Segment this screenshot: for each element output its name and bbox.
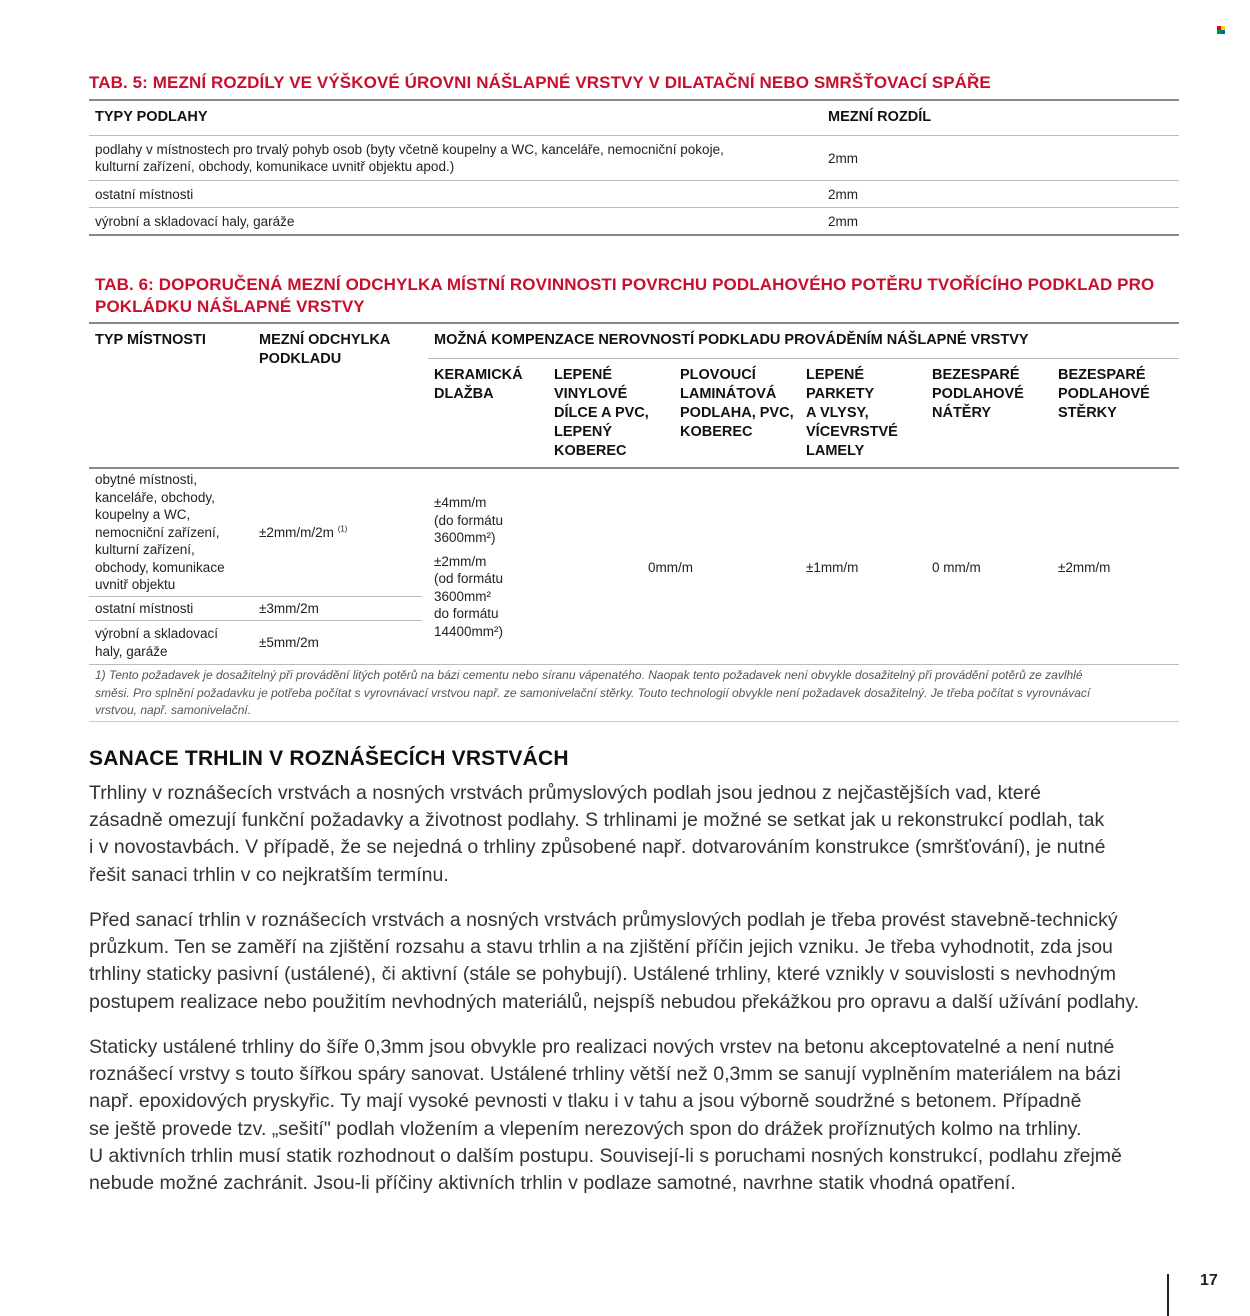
deviation-value: ±2mm/m/2m <box>259 525 334 540</box>
tab6-room-1 <box>95 471 225 594</box>
subheader-line: PODLAHA, PVC, <box>680 405 794 421</box>
paragraph-line: Staticky ustálené trhliny do šíře 0,3mm jsou obvykle pro realizaci nových vrstev na betonu akceptovatelné a není nutné <box>89 1036 1115 1058</box>
tab5-row3-type: výrobní a skladovací haly, garáže <box>95 214 295 229</box>
paragraph-line: nebude možné zachránit. Jsou-li příčiny aktivních trhlin v podlaze samotné, navrhne statik vhodná opatření. <box>89 1172 1016 1195</box>
paragraph-line: roznášecí vrstvy s touto šířkou spáry sanovat. Ustálené trhliny větší než 0,3mm se sanují vyplněním materiálem na bázi <box>89 1063 1121 1086</box>
paragraph-line: U aktivních trhlin musí statik rozhodnout o dalším postupu. Souvisejí-li s poruchami nosných konstrukcí, podlahu zřejmě <box>89 1144 1122 1167</box>
tab6-subheader-coating <box>932 366 1024 423</box>
tab6-header-bottom-rule <box>89 467 1179 469</box>
tab6-screed-value: ±2mm/m <box>1058 560 1111 575</box>
tab6-vinyl-value: 0mm/m <box>648 560 693 575</box>
tab6-title-line1: TAB. 6: DOPORUČENÁ MEZNÍ ODCHYLKA MÍSTNÍ ROVINNOSTI POVRCHU PODLAHOVÉHO POTĚRU TVOŘÍCÍHO PODKLAD PRO <box>95 275 1155 294</box>
tab6-room-2: ostatní místnosti <box>95 601 194 616</box>
subheader-line: KOBEREC <box>554 443 627 459</box>
tab6-footnote <box>95 667 1179 720</box>
page-number: 17 <box>1200 1272 1218 1289</box>
tab5-row1-value: 2mm <box>828 151 858 166</box>
paragraph-line: se ještě provede tzv. „sešití" podlah vložením a vlepením nerezových spon do drážek proříznutých kolmo na trhliny. <box>89 1117 1082 1140</box>
paragraph-line: Trhliny v roznášecích vrstvách a nosných vrstvách průmyslových podlah jsou jednou z nejčastějších vad, které <box>89 782 1041 804</box>
room-line: nemocniční zařízení, <box>95 524 220 540</box>
room-line: koupelny a WC, <box>95 507 191 522</box>
subheader-line: LEPENÉ <box>806 367 865 383</box>
tab5-title: TAB. 5: MEZNÍ ROZDÍLY VE VÝŠKOVÉ ÚROVNI NÁŠLAPNÉ VRSTVY V DILATAČNÍ NEBO SMRŠŤOVACÍ SPÁŘE <box>89 73 991 92</box>
subheader-line: LAMELY <box>806 443 865 459</box>
tab6-subheader-vinyl <box>554 366 649 461</box>
paragraph-line: Před sanací trhlin v roznášecích vrstvách a nosných vrstvách průmyslových podlah je třeba provést stavebně-technický <box>89 909 1118 931</box>
paragraph-line: řešit sanaci trhlin v co nejkratším termínu. <box>89 863 449 886</box>
tab6-subheader-parquet <box>806 366 898 461</box>
tab6-room-2-rule <box>89 620 422 621</box>
subheader-line: KOBEREC <box>680 424 753 440</box>
paragraph-line: průzkum. Ten se zaměří na zjištění rozsahu a stavu trhlin a na zjištění příčin jejich vzniku. Je třeba vyhodnotit, zda jsou <box>89 936 1113 959</box>
subheader-line: VÍCEVRSTVÉ <box>806 424 898 440</box>
ceramic-line: ±4mm/m <box>434 495 487 510</box>
tab6-ceramic-values <box>434 494 503 640</box>
paragraph-1 <box>89 780 1179 889</box>
tab5-bottom-rule <box>89 234 1179 236</box>
room-line: kulturní zařízení, <box>95 542 195 557</box>
tab6-room-3-deviation: ±5mm/2m <box>259 635 319 650</box>
footnote-ref: (1) <box>337 524 348 534</box>
subheader-line: VINYLOVÉ <box>554 386 628 402</box>
tab6-room-1-deviation <box>259 524 347 542</box>
footnote-line: směsi. Pro splnění požadavku je potřeba počítat s vyrovnávací vrstvou např. ze samonivelační stěrky. Touto technologií obvykle není požadavek dosažitelný. Je třeba počítat s vyrovnávací <box>95 685 1091 700</box>
paragraph-2 <box>89 907 1179 1016</box>
ceramic-line: 3600mm²) <box>434 530 496 545</box>
subheader-line: DÍLCE A PVC, <box>554 405 649 421</box>
tab6-room-2-deviation: ±3mm/2m <box>259 601 319 616</box>
subheader-line: LEPENÉ <box>554 367 613 383</box>
footnote-line: vrstvou, např. samonivelační. <box>95 703 252 717</box>
paragraph-line: zásadně omezují funkční požadavky a životnost podlahy. S trhlinami je možné se setkat jak u rekonstrukcí podlah, tak <box>89 809 1105 832</box>
tab6-coating-value: 0 mm/m <box>932 560 981 575</box>
paragraph-line: i v novostavbách. V případě, že se nejedná o trhliny způsobené např. dotvarováním konstrukce (smršťování), je nutné <box>89 836 1106 859</box>
paragraph-line: postupem realizace nebo použitím nevhodných materiálů, nejspíš nebudou překážkou pro opravu a další užívání podlahy. <box>89 990 1140 1013</box>
ceramic-line: (do formátu <box>434 512 504 528</box>
tab5-header-type: TYPY PODLAHY <box>95 109 208 125</box>
subheader-line: NÁTĚRY <box>932 405 992 421</box>
tab6-body-bottom-rule <box>89 664 1179 665</box>
tab6-footnote-rule <box>89 721 1179 722</box>
subheader-line: STĚRKY <box>1058 405 1117 421</box>
tab6-subheader-screed <box>1058 366 1150 423</box>
tab6-title-line2: POKLÁDKU NÁŠLAPNÉ VRSTVY <box>95 297 365 316</box>
tab5-top-rule <box>89 99 1179 101</box>
tab5-row1-rule <box>89 180 1179 181</box>
tab6-subheader-laminate <box>680 366 794 442</box>
tab6-room-3 <box>95 625 218 660</box>
tab5-row2-type: ostatní místnosti <box>95 187 194 202</box>
paragraph-3 <box>89 1034 1179 1197</box>
room-line: obytné místnosti, <box>95 472 198 487</box>
tab6-subheader-rule <box>428 358 1179 359</box>
tab6-parquet-value: ±1mm/m <box>806 560 859 575</box>
subheader-line: DLAŽBA <box>434 386 494 402</box>
subheader-line: LAMINÁTOVÁ <box>680 386 777 402</box>
tab6-header-deviation-l2: PODKLADU <box>259 351 342 367</box>
ceramic-line: do formátu <box>434 606 499 621</box>
subheader-line: PODLAHOVÉ <box>1058 386 1150 402</box>
room-line: kanceláře, obchody, <box>95 489 215 505</box>
tab6-header-room: TYP MÍSTNOSTI <box>95 332 206 348</box>
tab6-header-compensation: MOŽNÁ KOMPENZACE NEROVNOSTÍ PODKLADU PROVÁDĚNÍM NÁŠLAPNÉ VRSTVY <box>434 332 1029 348</box>
subheader-line: BEZESPARÉ <box>932 367 1020 383</box>
ceramic-line: ±2mm/m <box>434 553 487 569</box>
tab6-header-deviation-l1: MEZNÍ ODCHYLKA <box>259 332 391 348</box>
tab5-row3-value: 2mm <box>828 214 858 229</box>
room-line: výrobní a skladovací <box>95 626 219 641</box>
tab6-room-1-rule <box>89 596 422 597</box>
tab5-row2-rule <box>89 207 1179 208</box>
tab5-row2-value: 2mm <box>828 187 858 202</box>
tab6-top-rule <box>89 322 1179 324</box>
subheader-line: LEPENÝ <box>554 424 613 440</box>
tab5-header-rule <box>89 135 1179 136</box>
subheader-line: PLOVOUCÍ <box>680 367 756 383</box>
tab6-subheader-ceramic <box>434 366 523 404</box>
paragraph-line: trhliny staticky pasivní (ustálené), či aktivní (stále se pohybují). Ustálené trhliny, které vznikly v souvislosti s nevhodným <box>89 963 1117 986</box>
subheader-line: PARKETY <box>806 386 875 402</box>
subheader-line: PODLAHOVÉ <box>932 386 1024 402</box>
room-line: uvnitř objektu <box>95 577 176 592</box>
tab5-row1-type-line2: kulturní zařízení, obchody, komunikace uvnitř objektu apod.) <box>95 159 455 174</box>
footnote-line: 1) Tento požadavek je dosažitelný při provádění litých potěrů na bázi cementu nebo síranu vápenatého. Naopak tento požadavek není obvykle dosažitelný při provádění potěrů ze zavlhlé <box>95 668 1083 682</box>
corner-mark-blue <box>1221 30 1225 34</box>
ceramic-line: 3600mm² <box>434 588 492 604</box>
tab5-row1-type-line1: podlahy v místnostech pro trvalý pohyb osob (byty včetně koupelny a WC, kanceláře, nemocniční pokoje, <box>95 142 724 157</box>
subheader-line: BEZESPARÉ <box>1058 367 1146 383</box>
room-line: obchody, komunikace <box>95 559 225 575</box>
ceramic-line: (od formátu <box>434 571 504 586</box>
ceramic-line: 14400mm²) <box>434 623 504 639</box>
room-line: haly, garáže <box>95 643 168 659</box>
subheader-line: KERAMICKÁ <box>434 367 523 383</box>
tab5-header-diff: MEZNÍ ROZDÍL <box>828 109 932 125</box>
paragraph-line: např. epoxidových pryskyřic. Ty mají vysoké pevnosti v tlaku i v tahu a jsou výborně soudržné s betonem. Případně <box>89 1090 1082 1113</box>
section-heading: SANACE TRHLIN V ROZNÁŠECÍCH VRSTVÁCH <box>89 747 569 770</box>
subheader-line: A VLYSY, <box>806 405 869 421</box>
page-number-divider <box>1167 1274 1169 1316</box>
